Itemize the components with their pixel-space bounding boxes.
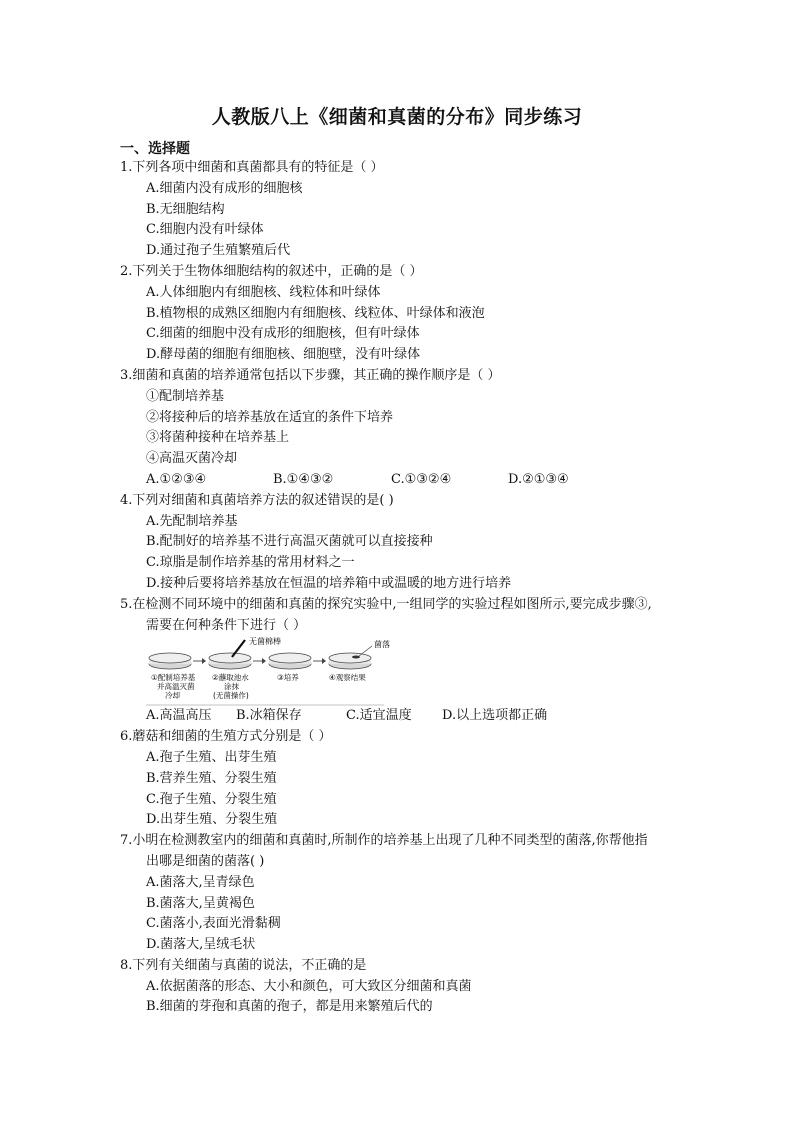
section-heading: 一、选择题 — [120, 141, 190, 157]
step-3-caption: ③培养 — [277, 673, 299, 683]
question-2-option-d: D.酵母菌的细胞有细胞核、细胞壁，没有叶绿体 — [146, 347, 421, 363]
question-5-options — [120, 706, 720, 727]
step-2-caption: ②蘸取池水 — [212, 673, 249, 683]
question-6-option-b: B.营养生殖、分裂生殖 — [146, 770, 277, 786]
question-5-stem: 5.在检测不同环境中的细菌和真菌的探究实验中,一组同学的实验过程如图所示,要完成步骤③, — [120, 596, 652, 612]
petri-dish-1 — [149, 653, 191, 669]
question-7-option-c: C.菌落小,表面光滑黏稠 — [146, 916, 281, 932]
step-2-caption-3: (无菌操作) — [213, 691, 249, 701]
question-1-option-a: A.细菌内没有成形的细胞核 — [146, 180, 303, 196]
question-7-option-d: D.菌落大,呈绒毛状 — [146, 937, 256, 953]
arrow-2-head — [262, 658, 266, 664]
question-1-option-b: B.无细胞结构 — [146, 201, 225, 217]
question-2-option-c: C.细菌的细胞中没有成形的细胞核，但有叶绿体 — [146, 326, 420, 342]
question-2-stem: 2.下列关于生物体细胞结构的叙述中，正确的是（ ） — [120, 263, 423, 279]
question-6-option-a: A.孢子生殖、出芽生殖 — [146, 749, 277, 765]
colony-label: 菌落 — [374, 640, 390, 650]
question-3-stem: 3.细菌和真菌的培养通常包括以下步骤，其正确的操作顺序是（ ） — [120, 367, 501, 383]
question-5-option-c: C.适宜温度 — [346, 708, 412, 724]
question-1-option-d: D.通过孢子生殖繁殖后代 — [146, 243, 291, 259]
question-3-option-b: B.①④③② — [273, 471, 334, 487]
question-5-option-d: D.以上选项都正确 — [442, 708, 548, 724]
experiment-diagram — [146, 636, 426, 706]
step-1-caption: ①配制培养基 — [151, 673, 196, 683]
question-4-option-a: A.先配制培养基 — [146, 513, 238, 529]
question-8-stem: 8.下列有关细菌与真菌的说法，不正确的是 — [120, 957, 367, 973]
question-5-option-a: A.高温高压 — [146, 708, 212, 724]
question-4-option-b: B.配制好的培养基不进行高温灭菌就可以直接接种 — [146, 534, 433, 550]
question-8-option-b: B.细菌的芽孢和真菌的孢子，都是用来繁殖后代的 — [146, 999, 433, 1015]
question-3-options — [120, 470, 720, 491]
step-1-caption-3: 冷却 — [165, 691, 180, 701]
question-7-option-a: A.菌落大,呈青绿色 — [146, 874, 255, 890]
question-6-option-c: C.孢子生殖、分裂生殖 — [146, 791, 277, 807]
question-2-option-a: A.人体细胞内有细胞核、线粒体和叶绿体 — [146, 284, 381, 300]
step-1-caption-2: 并高温灭菌 — [157, 682, 195, 692]
step-2-caption-2: 涂抹 — [224, 682, 239, 692]
question-3-step-1: ①配制培养基 — [146, 388, 225, 404]
petri-dish-2 — [209, 640, 251, 669]
step-4-caption: ④观察结果 — [329, 673, 366, 683]
question-6-option-d: D.出芽生殖、分裂生殖 — [146, 812, 278, 828]
question-4-option-c: C.琼脂是制作培养基的常用材料之一 — [146, 555, 355, 571]
question-1-option-c: C.细胞内没有叶绿体 — [146, 222, 264, 238]
question-3-step-4: ④高温灭菌冷却 — [146, 451, 238, 467]
question-6-stem: 6.蘑菇和细菌的生殖方式分别是（ ） — [120, 729, 332, 745]
arrow-3-head — [322, 658, 326, 664]
question-3-step-2: ②将接种后的培养基放在适宜的条件下培养 — [146, 409, 394, 425]
question-7-stem-continued: 出哪是细菌的菌落( ) — [146, 853, 265, 869]
question-8-option-a: A.依据菌落的形态、大小和颜色，可大致区分细菌和真菌 — [146, 978, 472, 994]
colony-icon — [352, 656, 360, 659]
petri-dish-3 — [269, 653, 311, 669]
question-7-option-b: B.菌落大,呈黄褐色 — [146, 895, 255, 911]
question-5-stem-continued: 需要在何种条件下进行（ ） — [146, 617, 307, 633]
question-3-option-c: C.①③②④ — [391, 471, 452, 487]
question-7-stem: 7.小明在检测教室内的细菌和真菌时,所制作的培养基上出现了几种不同类型的菌落,你帮他指 — [120, 833, 648, 849]
question-5-option-b: B.冰箱保存 — [236, 708, 302, 724]
page-title: 人教版八上《细菌和真菌的分布》同步练习 — [211, 106, 583, 128]
question-list — [120, 158, 720, 1018]
question-2-option-b: B.植物根的成熟区细胞内有细胞核、线粒体、叶绿体和液泡 — [146, 305, 485, 321]
question-4-option-d: D.接种后要将培养基放在恒温的培养箱中或温暖的地方进行培养 — [146, 575, 512, 591]
question-3-step-3: ③将菌种接种在培养基上 — [146, 430, 290, 446]
petri-dish-4 — [329, 646, 372, 669]
question-3-option-a: A.①②③④ — [146, 471, 207, 487]
question-3-option-d: D.②①③④ — [508, 471, 569, 487]
question-1-stem: 1.下列各项中细菌和真菌都具有的特征是（ ） — [120, 160, 384, 175]
experiment-figure — [120, 636, 720, 706]
arrow-1-head — [202, 658, 206, 664]
question-4-stem: 4.下列对细菌和真菌培养方法的叙述错误的是( ) — [120, 492, 394, 508]
swab-label: 无菌棉棒 — [249, 637, 281, 647]
